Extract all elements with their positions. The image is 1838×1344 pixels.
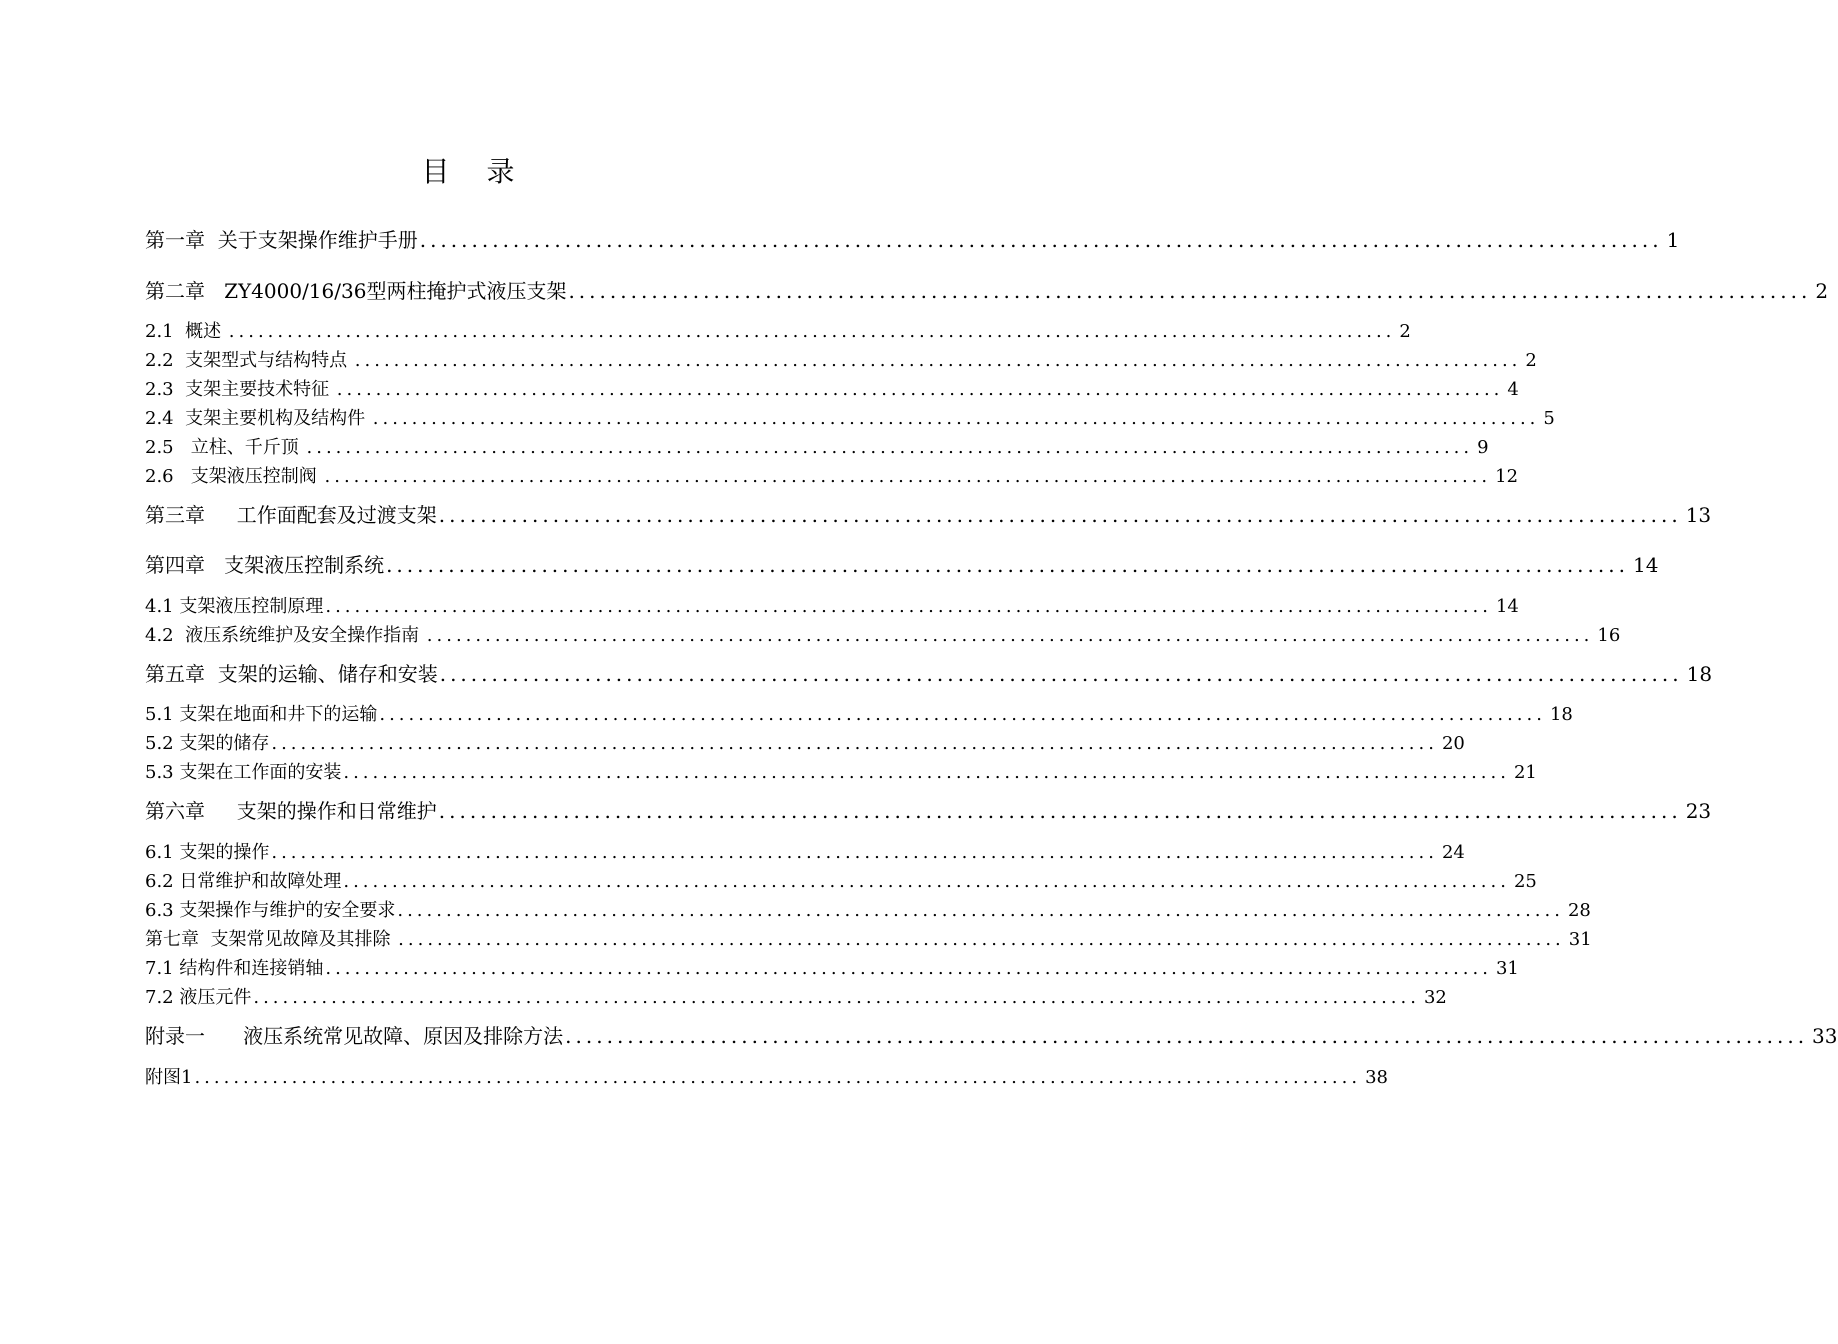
- toc-page-number: 21: [1513, 762, 1537, 783]
- toc-dot-leader: ........................................................................................................................: [397, 900, 1564, 921]
- toc-entry-label: 2.2 支架型式与结构特点: [145, 350, 353, 371]
- page-title: 目 录: [421, 155, 529, 188]
- toc-dot-leader: ........................................................................................................................: [271, 733, 1438, 754]
- toc-page-number: 2: [1815, 279, 1829, 303]
- toc-entry-label: 2.6 支架液压控制阀: [145, 466, 323, 487]
- toc-dot-leader: ........................................................................................................................: [426, 625, 1594, 646]
- toc-entry-section-4-2[interactable]: [145, 622, 1621, 650]
- toc-dot-leader: ........................................................................................................................: [438, 503, 1682, 527]
- toc-entry-section-2-2[interactable]: [145, 347, 1537, 375]
- toc-page-number: 2: [1399, 321, 1411, 342]
- toc-entry-section-7-2[interactable]: [145, 984, 1447, 1012]
- toc-entry-section-6-1[interactable]: [145, 839, 1465, 867]
- toc-entry-label: 附录一 液压系统常见故障、原因及排除方法: [145, 1024, 564, 1048]
- toc-page-number: 14: [1632, 553, 1659, 577]
- toc-page-number: 13: [1685, 503, 1712, 527]
- toc-entry-section-5-1[interactable]: [145, 701, 1573, 729]
- toc-entry-section-7-1[interactable]: [145, 955, 1519, 983]
- toc-dot-leader: ........................................................................................................................: [228, 321, 1396, 342]
- toc-entry-section-5-2[interactable]: [145, 730, 1465, 758]
- toc-entry-chapter-4[interactable]: [145, 551, 1659, 579]
- toc-entry-chapter-5[interactable]: [145, 660, 1713, 688]
- toc-entry-label: 第二章 ZY4000/16/36型两柱掩护式液压支架: [145, 279, 567, 303]
- toc-dot-leader: ........................................................................................................................: [194, 1067, 1362, 1088]
- toc-page-number: 14: [1495, 596, 1519, 617]
- toc-dot-leader: ........................................................................................................................: [306, 437, 1474, 458]
- toc-entry-label: 2.3 支架主要技术特征: [145, 379, 335, 400]
- toc-dot-leader: ........................................................................................................................: [325, 958, 1492, 979]
- toc-entry-label: 第六章 支架的操作和日常维护: [145, 799, 437, 823]
- toc-entry-label: 7.2 液压元件: [145, 987, 252, 1008]
- toc-dot-leader: ........................................................................................................................: [324, 466, 1492, 487]
- toc-entry-chapter-1[interactable]: [145, 226, 1680, 254]
- toc-page-number: 12: [1495, 466, 1519, 487]
- toc-entry-label: 第七章 支架常见故障及其排除: [145, 929, 397, 950]
- toc-dot-leader: ........................................................................................................................: [398, 929, 1565, 950]
- toc-entry-label: 2.4 支架主要机构及结构件: [145, 408, 371, 429]
- toc-entry-label: 4.2 液压系统维护及安全操作指南: [145, 625, 425, 646]
- toc-entry-label: 第三章 工作面配套及过渡支架: [145, 503, 437, 527]
- toc-page-number: 23: [1685, 799, 1712, 823]
- toc-page-number: 28: [1567, 900, 1591, 921]
- toc-entry-section-2-1[interactable]: [145, 318, 1411, 346]
- toc-entry-label: 第一章 关于支架操作维护手册: [145, 228, 418, 252]
- toc-page-number: 24: [1441, 842, 1465, 863]
- toc-entry-section-2-4[interactable]: [145, 405, 1555, 433]
- toc-dot-leader: ........................................................................................................................: [379, 704, 1546, 725]
- toc-entry-chapter-7[interactable]: [145, 926, 1592, 954]
- toc-page-number: 25: [1513, 871, 1537, 892]
- toc-entry-chapter-2[interactable]: [145, 277, 1829, 305]
- toc-page-number: 18: [1549, 704, 1573, 725]
- toc-entry-figure-1[interactable]: [145, 1064, 1388, 1092]
- toc-page-number: 32: [1423, 987, 1447, 1008]
- toc-entry-section-6-2[interactable]: [145, 868, 1537, 896]
- toc-entry-label: 6.2 日常维护和故障处理: [145, 871, 342, 892]
- toc-dot-leader: ........................................................................................................................: [568, 279, 1812, 303]
- toc-dot-leader: ........................................................................................................................: [439, 662, 1683, 686]
- toc-entry-section-5-3[interactable]: [145, 759, 1537, 787]
- toc-dot-leader: ........................................................................................................................: [343, 762, 1510, 783]
- toc-entry-label: 附图1: [145, 1067, 193, 1088]
- toc-dot-leader: ........................................................................................................................: [343, 871, 1510, 892]
- toc-entry-label: 6.3 支架操作与维护的安全要求: [145, 900, 396, 921]
- toc-entry-chapter-3[interactable]: [145, 501, 1712, 529]
- toc-dot-leader: ........................................................................................................................: [336, 379, 1504, 400]
- toc-entry-label: 5.1 支架在地面和井下的运输: [145, 704, 378, 725]
- toc-entry-section-4-1[interactable]: [145, 593, 1519, 621]
- toc-entry-chapter-6[interactable]: [145, 797, 1712, 825]
- toc-dot-leader: ........................................................................................................................: [325, 596, 1492, 617]
- toc-entry-appendix-1[interactable]: [145, 1022, 1838, 1050]
- toc-entry-section-2-5[interactable]: [145, 434, 1489, 462]
- toc-entry-label: 2.5 立柱、千斤顶: [145, 437, 305, 458]
- toc-page-number: 1: [1666, 228, 1680, 252]
- toc-page-number: 16: [1597, 625, 1621, 646]
- toc-dot-leader: ........................................................................................................................: [372, 408, 1540, 429]
- toc-page-number: 31: [1495, 958, 1519, 979]
- toc-dot-leader: ........................................................................................................................: [438, 799, 1682, 823]
- toc-page-number: 2: [1525, 350, 1537, 371]
- toc-page-number: 9: [1477, 437, 1489, 458]
- toc-entry-section-2-6[interactable]: [145, 463, 1519, 491]
- toc-entry-label: 5.3 支架在工作面的安装: [145, 762, 342, 783]
- toc-dot-leader: ........................................................................................................................: [386, 553, 1629, 577]
- toc-page-number: 31: [1568, 929, 1592, 950]
- toc-entry-label: 6.1 支架的操作: [145, 842, 270, 863]
- toc-entry-section-6-3[interactable]: [145, 897, 1591, 925]
- toc-entry-label: 7.1 结构件和连接销轴: [145, 958, 324, 979]
- toc-dot-leader: ........................................................................................................................: [419, 228, 1663, 252]
- toc-page-number: 20: [1441, 733, 1465, 754]
- toc-entry-section-2-3[interactable]: [145, 376, 1519, 404]
- toc-dot-leader: ........................................................................................................................: [271, 842, 1438, 863]
- toc-entry-label: 2.1 概述: [145, 321, 227, 342]
- toc-entry-label: 第五章 支架的运输、储存和安装: [145, 662, 438, 686]
- toc-dot-leader: ........................................................................................................................: [354, 350, 1522, 371]
- toc-dot-leader: ........................................................................................................................: [253, 987, 1420, 1008]
- toc-page-number: 38: [1365, 1067, 1388, 1088]
- toc-page-number: 4: [1507, 379, 1519, 400]
- toc-page-number: 5: [1543, 408, 1555, 429]
- toc-entry-label: 第四章 支架液压控制系统: [145, 553, 385, 577]
- toc-page-number: 33: [1812, 1024, 1838, 1048]
- toc-page-number: 18: [1686, 662, 1713, 686]
- toc-entry-label: 5.2 支架的储存: [145, 733, 270, 754]
- toc-dot-leader: ........................................................................................................................: [565, 1024, 1809, 1048]
- toc-entry-label: 4.1 支架液压控制原理: [145, 596, 324, 617]
